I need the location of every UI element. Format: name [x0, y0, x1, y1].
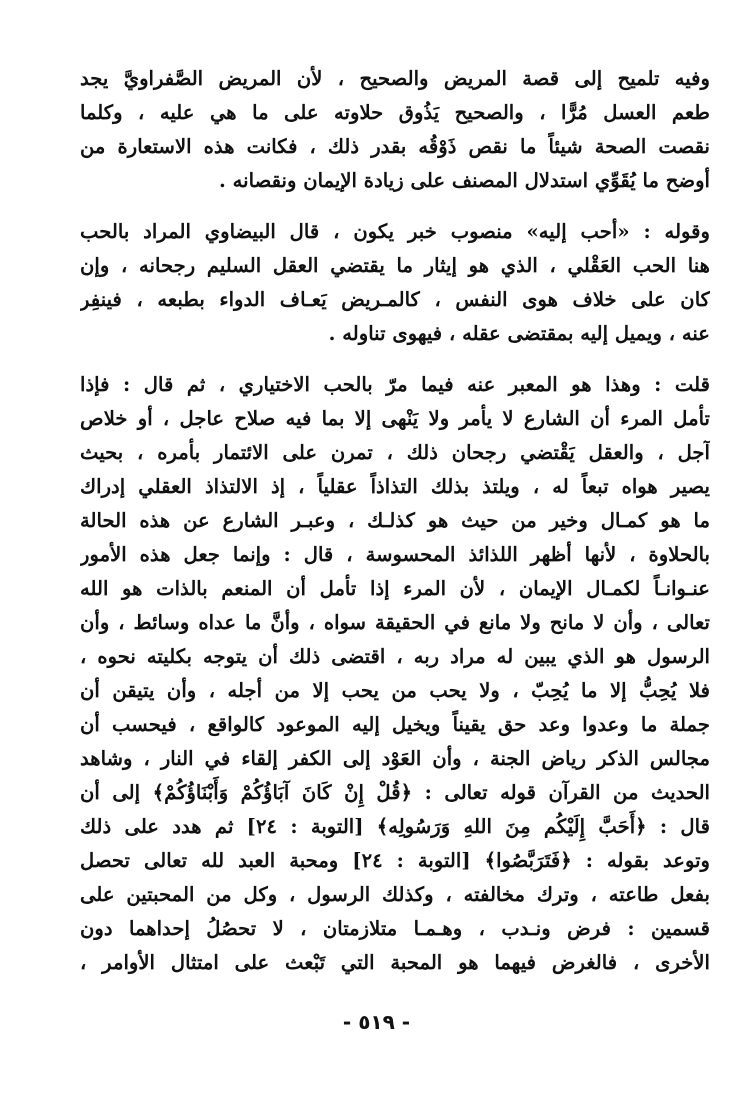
paragraph-gap — [80, 351, 710, 368]
text-line: وتوعد بقوله : ﴿فَتَرَبَّصُوا﴾ [التوبة : ٢٤] ومحبة العبد لله تعالى تحصل — [80, 849, 710, 872]
paragraph-1 — [80, 62, 710, 198]
page-number: - ٥١٩ - — [342, 1010, 411, 1034]
text-line: بالحلاوة ، لأنها أظهر اللذائذ المحسوسة ، قال : وإنما جعل هذه الأمور — [80, 543, 710, 566]
text-line: قسمين : فرض ونـدب ، وهـمـا متلازمتان ، لا تحصُلُ إحداهما دون — [80, 917, 710, 940]
text-line: عنه ، ويميل إليه بمقتضى عقله ، فيهوى تناوله . — [328, 322, 710, 345]
text-line: قال : ﴿أَحَبَّ إِلَيْكُم مِنَ اللهِ وَرَسُولِه﴾ [التوبة : ٢٤] ثم هدد على ذلك — [80, 815, 710, 838]
text-line: مجالس الذكر رياض الجنة ، وأن العَوْد إلى الكفر إلقاء في النار ، وشاهد — [80, 747, 710, 770]
text-line: جملة ما وعدوا وعد حق يقيناً ويخيل إليه الموعود كالواقع ، فيحسب أن — [80, 713, 710, 736]
text-line: نقصت الصحة شيئاً ما نقص ذَوْقُه بقدر ذلك ، فكانت هذه الاستعارة من — [80, 135, 710, 158]
text-line: تأمل المرء أن الشارع لا يأمر ولا يَنْهى إلا بما فيه صلاح عاجل ، أو خلاص — [80, 407, 710, 430]
text-line: قلت : وهذا هو المعبر عنه فيما مرّ بالحب الاختياري ، ثم قال : فإذا — [80, 373, 710, 396]
text-line: وفيه تلميح إلى قصة المريض والصحيح ، لأن المريض الصَّفراويَّ يجد — [80, 67, 710, 90]
text-line: فلا يُحِبُّ إلا ما يُحِبّ ، ولا يحب من يحب إلا من أجله ، وأن يتيقن أن — [80, 679, 710, 702]
paragraph-3 — [80, 368, 710, 980]
paragraph-2 — [80, 215, 710, 351]
text-line: كان على خلاف هوى النفس ، كالمـريض يَعـاف الدواء بطبعه ، فينفِر — [80, 288, 710, 311]
page-body — [80, 62, 710, 980]
text-line: ما هو كمـال وخير من حيث هو كذلـك ، وعبـر الشارع عن هذه الحالة — [80, 509, 710, 532]
text-line: آجل ، والعقل يَقْتضي رجحان ذلك ، تمرن على الائتمار بأمره ، بحيث — [80, 441, 710, 464]
text-line: بفعل طاعته ، وترك مخالفته ، وكذلك الرسول ، وكل من المحبتين على — [80, 883, 710, 906]
text-line: تعالى ، وأن لا مانح ولا مانع في الحقيقة سواه ، وأنَّ ما عداه وسائط ، وأن — [80, 611, 710, 634]
text-line: الرسول هو الذي يبين له مراد ربه ، اقتضى ذلك أن يتوجه بكليته نحوه ، — [80, 645, 710, 668]
paragraph-gap — [80, 198, 710, 215]
text-line: أوضح ما يُقَوِّي استدلال المصنف على زيادة الإيمان ونقصانه . — [219, 169, 710, 192]
text-line: طعم العسل مُرًّا ، والصحيح يَذُوق حلاوته على ما هي عليه ، وكلما — [80, 101, 710, 124]
text-line: هنا الحب العَقْلي ، الذي هو إيثار ما يقتضي العقل السليم رجحانه ، وإن — [80, 254, 710, 277]
text-line: الأخرى ، فالغرض فيهما هو المحبة التي تَبْعث على امتثال الأوامر ، — [80, 951, 710, 974]
text-line: عنـوانـاً لكمـال الإيمان ، لأن المرء إذا تأمل أن المنعم بالذات هو الله — [80, 577, 710, 600]
text-line: وقوله : «أحب إليه» منصوب خبر يكون ، قال البيضاوي المراد بالحب — [80, 220, 710, 243]
text-line: الحديث من القرآن قوله تعالى : ﴿قُلْ إِنْ كَانَ آبَاؤُكُمْ وَأَبْنَاؤُكُمْ﴾ إلى أن — [80, 781, 710, 804]
text-line: يصير هواه تبعاً له ، ويلتذ بذلك التذاذاً عقلياً ، إذ الالتذاذ العقلي إدراك — [80, 475, 710, 498]
